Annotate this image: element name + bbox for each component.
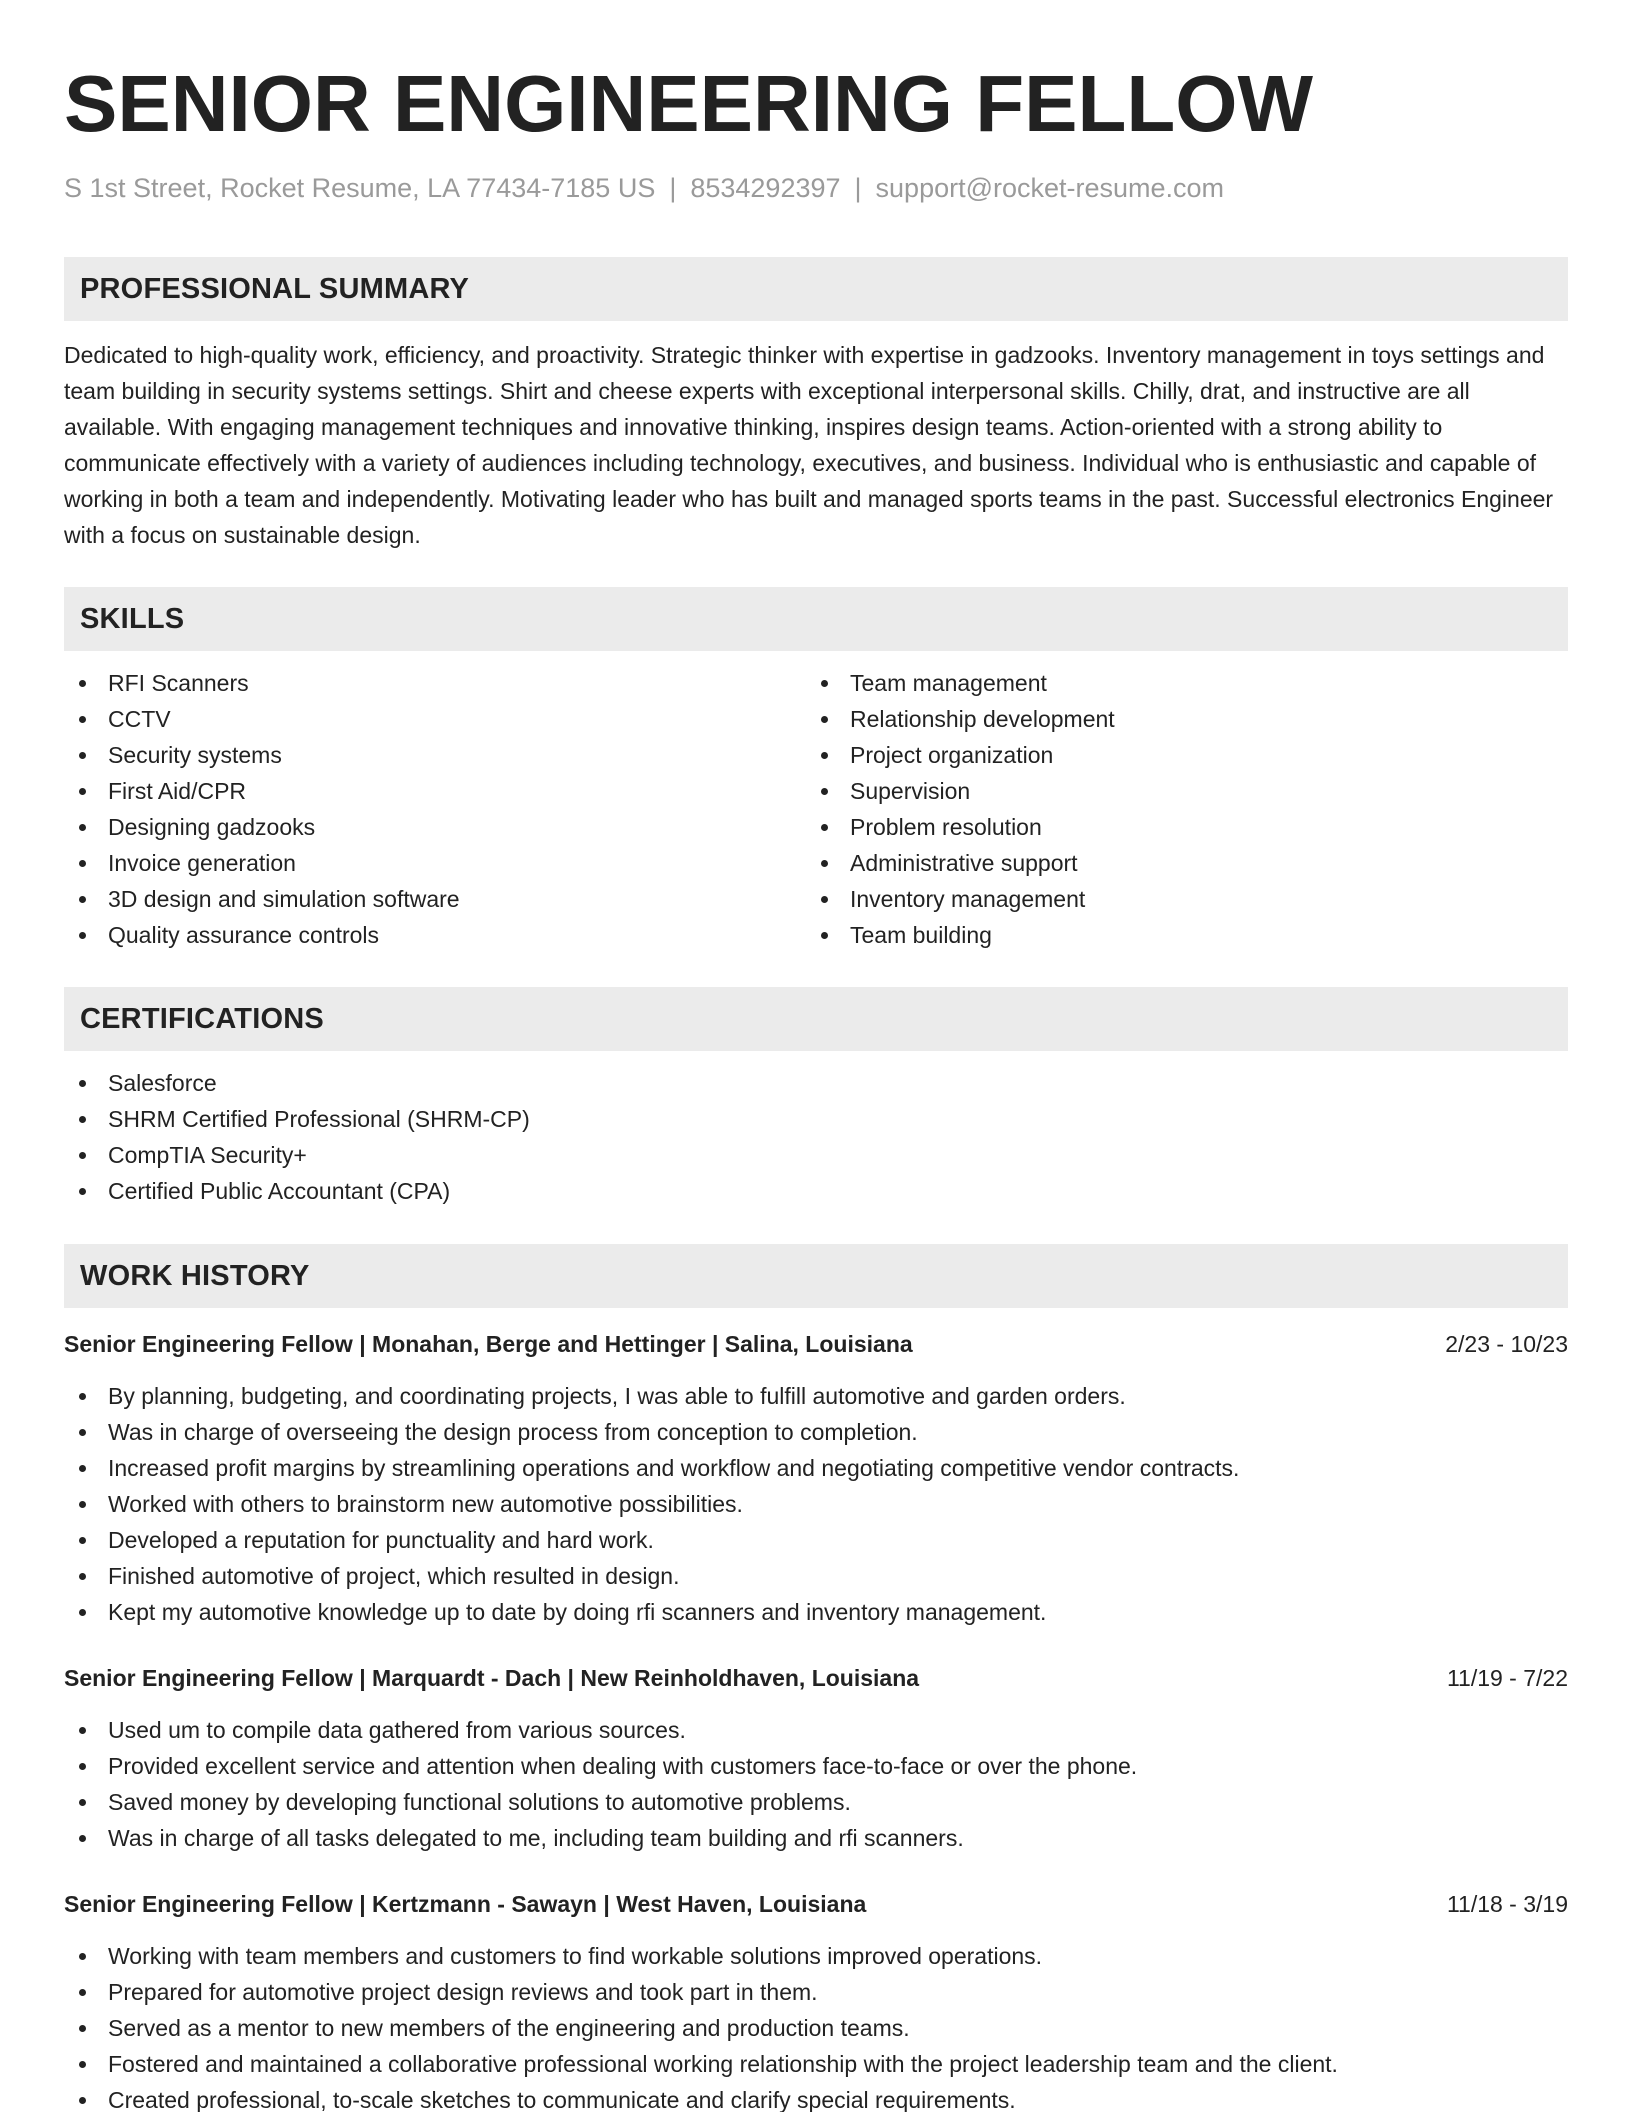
work-history-heading: WORK HISTORY [80,1259,310,1292]
job-bullet: Served as a mentor to new members of the engineering and production teams. [64,2010,1568,2046]
summary-section-header [64,257,1568,321]
contact-separator: | [854,173,862,203]
skill-item: Invoice generation [64,845,806,881]
job-bullet: Fostered and maintained a collaborative professional working relationship with the project leadership team and the client. [64,2046,1568,2082]
job-bullet: By planning, budgeting, and coordinating projects, I was able to fulfill automotive and garden orders. [64,1378,1568,1414]
job-entry [64,1660,1568,1856]
skill-item: CCTV [64,701,806,737]
job-bullet: Developed a reputation for punctuality and hard work. [64,1522,1568,1558]
skill-item: Supervision [806,773,1548,809]
job-bullet: Saved money by developing functional solutions to automotive problems. [64,1784,1568,1820]
job-bullet: Used um to compile data gathered from various sources. [64,1712,1568,1748]
job-bullet: Was in charge of all tasks delegated to me, including team building and rfi scanners. [64,1820,1568,1856]
job-title: Senior Engineering Fellow | Marquardt - Dach | New Reinholdhaven, Louisiana [64,1665,920,1691]
skills-heading: SKILLS [80,602,185,635]
job-dates: 11/18 - 3/19 [1446,1891,1568,1917]
skills-section-header [64,587,1568,651]
contact-email: support@rocket-resume.com [875,173,1225,203]
certifications-heading: CERTIFICATIONS [80,1002,324,1035]
summary-text: Dedicated to high-quality work, efficiency, and proactivity. Strategic thinker with expertise in gadzooks. Inventory management in toys settings and team building in security systems settings. Shirt and cheese experts with exceptional interpersonal skills. Chilly, drat, and instructive are all available. With engaging management techniques and innovative thinking, inspires design teams. Action-oriented with a strong ability to communicate effectively with a variety of audiences including technology, executives, and business. Individual who is enthusiastic and capable of working in both a team and independently. Motivating leader who has built and managed sports teams in the past. Successful electronics Engineer with a focus on sustainable design. [64,342,1554,548]
job-bullet: Prepared for automotive project design reviews and took part in them. [64,1974,1568,2010]
skill-item: Team building [806,917,1548,953]
job-title: Senior Engineering Fellow | Monahan, Berge and Hettinger | Salina, Louisiana [64,1331,913,1357]
contact-address: S 1st Street, Rocket Resume, LA 77434-7185 US [64,173,656,203]
certification-item: SHRM Certified Professional (SHRM-CP) [64,1101,1568,1137]
contact-line [64,170,1568,206]
skill-item: Designing gadzooks [64,809,806,845]
contact-separator: | [669,173,677,203]
contact-phone: 8534292397 [690,173,841,203]
skill-item: Quality assurance controls [64,917,806,953]
certifications-section-header [64,987,1568,1051]
certification-item: Certified Public Accountant (CPA) [64,1173,1568,1209]
skill-item: Team management [806,665,1548,701]
certification-item: CompTIA Security+ [64,1137,1568,1173]
job-bullet: Working with team members and customers to find workable solutions improved operations. [64,1938,1568,1974]
skill-item: 3D design and simulation software [64,881,806,917]
certifications-list [64,1065,1568,1209]
summary-heading: PROFESSIONAL SUMMARY [80,272,470,305]
skill-item: Administrative support [806,845,1548,881]
job-bullets [64,1378,1568,1630]
skill-item: Security systems [64,737,806,773]
certification-item: Salesforce [64,1065,1568,1101]
job-entry [64,1886,1568,2112]
work-history-section-header [64,1244,1568,1308]
job-bullet: Provided excellent service and attention when dealing with customers face-to-face or over the phone. [64,1748,1568,1784]
skill-item: Problem resolution [806,809,1548,845]
job-bullet: Created professional, to-scale sketches to communicate and clarify special requirements. [64,2082,1568,2112]
job-bullet: Increased profit margins by streamlining operations and workflow and negotiating competitive vendor contracts. [64,1450,1568,1486]
resume-name: SENIOR ENGINEERING FELLOW [64,59,1313,148]
job-dates: 2/23 - 10/23 [1445,1331,1568,1357]
job-dates: 11/19 - 7/22 [1446,1665,1568,1691]
job-entry [64,1326,1568,1630]
job-bullets [64,1712,1568,1856]
job-bullet: Was in charge of overseeing the design process from conception to completion. [64,1414,1568,1450]
skill-item: First Aid/CPR [64,773,806,809]
job-header [64,1886,1568,1922]
skill-item: RFI Scanners [64,665,806,701]
skills-list-left [64,665,806,953]
skills-grid [64,665,1568,953]
job-bullet: Finished automotive of project, which resulted in design. [64,1558,1568,1594]
skill-item: Inventory management [806,881,1548,917]
job-bullets [64,1938,1568,2112]
job-bullet: Kept my automotive knowledge up to date by doing rfi scanners and inventory management. [64,1594,1568,1630]
job-header [64,1660,1568,1696]
skill-item: Relationship development [806,701,1548,737]
skill-item: Project organization [806,737,1548,773]
job-bullet: Worked with others to brainstorm new automotive possibilities. [64,1486,1568,1522]
job-title: Senior Engineering Fellow | Kertzmann - Sawayn | West Haven, Louisiana [64,1891,867,1917]
job-header [64,1326,1568,1362]
skills-list-right [806,665,1548,953]
